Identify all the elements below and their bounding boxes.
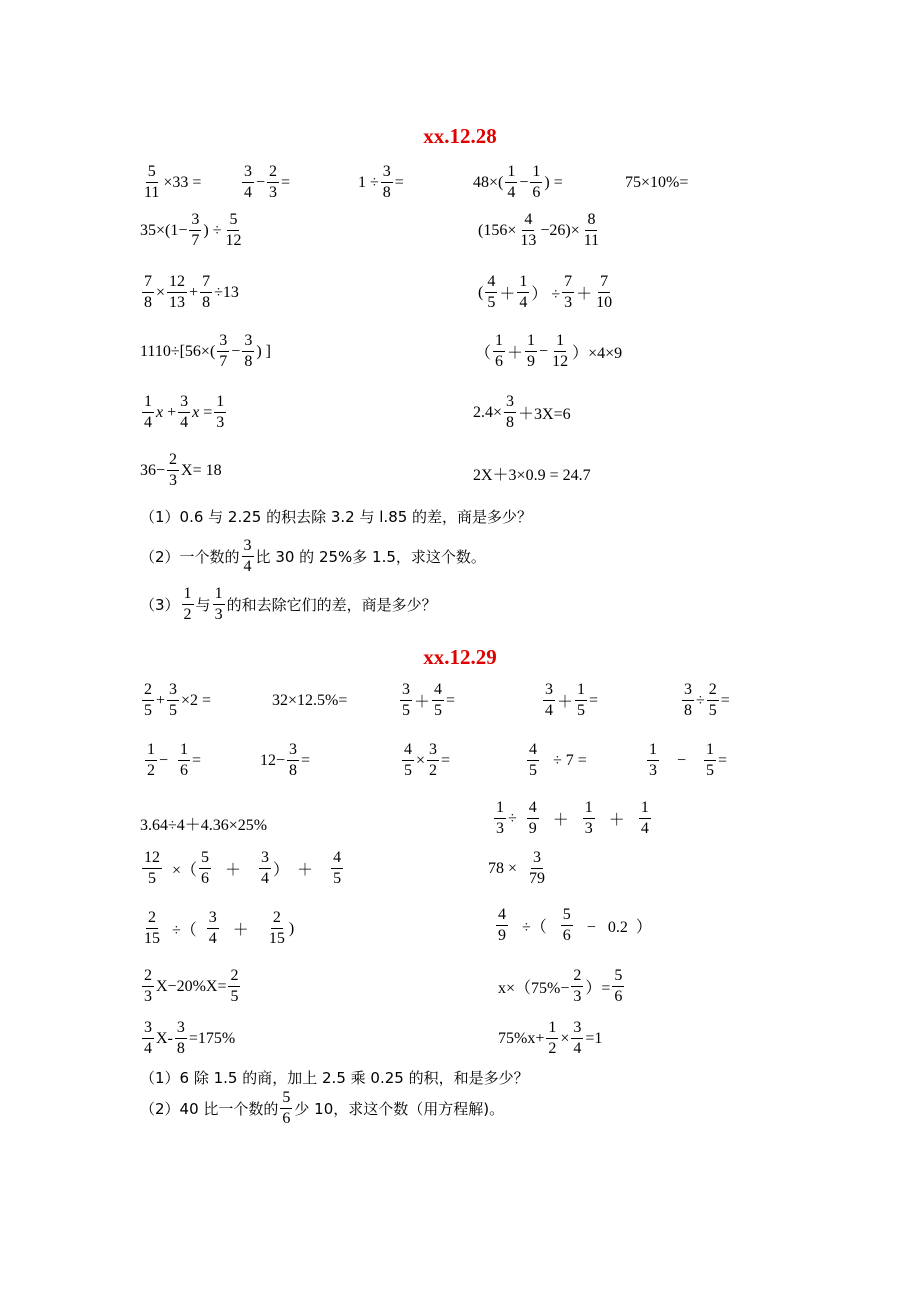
word-problem-4: （1）6 除 1.5 的商，加上 2.5 乘 0.25 的积，和是多少？ xyxy=(140,1069,529,1087)
exercise: 1 ÷ $\frac{3}{8}$ = xyxy=(358,163,404,201)
section-title-1229: xx.12.29 xyxy=(423,645,497,669)
exercise: (156× $\frac{4}{13}$ −26)× $\frac{8}{11}$ xyxy=(478,211,600,249)
exercise: $\frac{3}{4}$ − $\frac{2}{3}$ = xyxy=(244,163,291,201)
exercise: 3.64÷4＋4.36×25% xyxy=(140,817,268,834)
exercise: （ $\frac{1}{6}$ ＋ $\frac{1}{9}$ − $\frac{1}{12}$ ）×4×9 xyxy=(475,332,623,370)
exercise: $\frac{3}{8}$ ÷ $\frac{2}{5}$ = xyxy=(684,681,730,719)
word-problem-2: （2）一个数的 $\frac{3}{4}$ 比 30 的 25%多 1.5，求这个数。 xyxy=(140,537,486,575)
exercise: 1110÷[56×( $\frac{3}{7}$ − $\frac{3}{8}$ ) ] xyxy=(140,332,271,370)
exercise: 2X＋3×0.9 = 24.7 xyxy=(473,467,591,484)
exercise: $\frac{3}{5}$ ＋ $\frac{4}{5}$ = xyxy=(402,681,456,719)
exercise: $\frac{12}{5}$ ×（ $\frac{5}{6}$ ＋ $\frac{3}{4}$ ） ＋ $\frac{4}{5}$ xyxy=(144,849,342,887)
exercise: $\frac{1}{2}$ − $\frac{1}{6}$ = xyxy=(147,741,202,779)
exercise: 75×10%= xyxy=(625,174,689,191)
exercise: $\frac{2}{15}$ ÷（ $\frac{3}{4}$ ＋ $\frac{2}{15}$ ) xyxy=(144,909,295,947)
exercise: $\frac{2}{5}$ + $\frac{3}{5}$ ×2 = xyxy=(144,681,212,719)
exercise: $\frac{1}{4}$ x + $\frac{3}{4}$ x = $\frac{1}{3}$ xyxy=(144,393,225,431)
exercise: 35×(1− $\frac{3}{7}$ ) ÷ $\frac{5}{12}$ xyxy=(140,211,242,249)
exercise: 36− $\frac{2}{3}$ X= 18 xyxy=(140,451,222,489)
exercise: $\frac{3}{4}$ X- $\frac{3}{8}$ =175% xyxy=(144,1019,236,1057)
exercise: 12− $\frac{3}{8}$ = xyxy=(260,741,311,779)
exercise: 2.4× $\frac{3}{8}$ ＋3X=6 xyxy=(473,393,571,431)
exercise: $\frac{4}{5}$ × $\frac{3}{2}$ = xyxy=(404,741,451,779)
exercise: $\frac{3}{4}$ ＋ $\frac{1}{5}$ = xyxy=(545,681,599,719)
word-problem-1: （1）0.6 与 2.25 的积去除 3.2 与 l.85 的差，商是多少？ xyxy=(140,508,533,526)
section-title-1228: xx.12.28 xyxy=(423,124,497,148)
exercise: $\frac{1}{3}$ − $\frac{1}{5}$ = xyxy=(649,741,728,779)
exercise: $\frac{5}{11}$ ×33 = xyxy=(144,163,202,201)
exercise: 78 × $\frac{3}{79}$ xyxy=(488,849,546,887)
word-problem-5: （2）40 比一个数的 $\frac{5}{6}$ 少 10，求这个数（用方程解)。 xyxy=(140,1089,505,1127)
exercise: ( $\frac{4}{5}$ ＋ $\frac{1}{4}$ ） ÷ $\frac{7}{3}$ ＋ $\frac{7}{10}$ xyxy=(478,273,613,311)
exercise: x×（75%− $\frac{2}{3}$ ）= $\frac{5}{6}$ xyxy=(498,967,623,1005)
exercise: $\frac{4}{9}$ ÷（ $\frac{5}{6}$ − 0.2 ） xyxy=(498,906,652,944)
exercise: 48×( $\frac{1}{4}$ − $\frac{1}{6}$ ) = xyxy=(473,163,563,201)
exercise: $\frac{7}{8}$ × $\frac{12}{13}$ + $\frac{7}{8}$ ÷13 xyxy=(144,273,239,311)
exercise: $\frac{1}{3}$ ÷ $\frac{4}{9}$ ＋ $\frac{1}{3}$ ＋ $\frac{1}{4}$ xyxy=(496,799,649,837)
word-problem-3: （3） $\frac{1}{2}$ 与 $\frac{1}{3}$ 的和去除它们的差，商是多少？ xyxy=(140,585,437,623)
exercise: $\frac{4}{5}$ ÷ 7 = xyxy=(529,741,587,779)
exercise: $\frac{2}{3}$ X−20%X= $\frac{2}{5}$ xyxy=(144,967,239,1005)
exercise: 75%x+ $\frac{1}{2}$ × $\frac{3}{4}$ =1 xyxy=(498,1019,603,1057)
exercise: 32×12.5%= xyxy=(272,692,348,709)
